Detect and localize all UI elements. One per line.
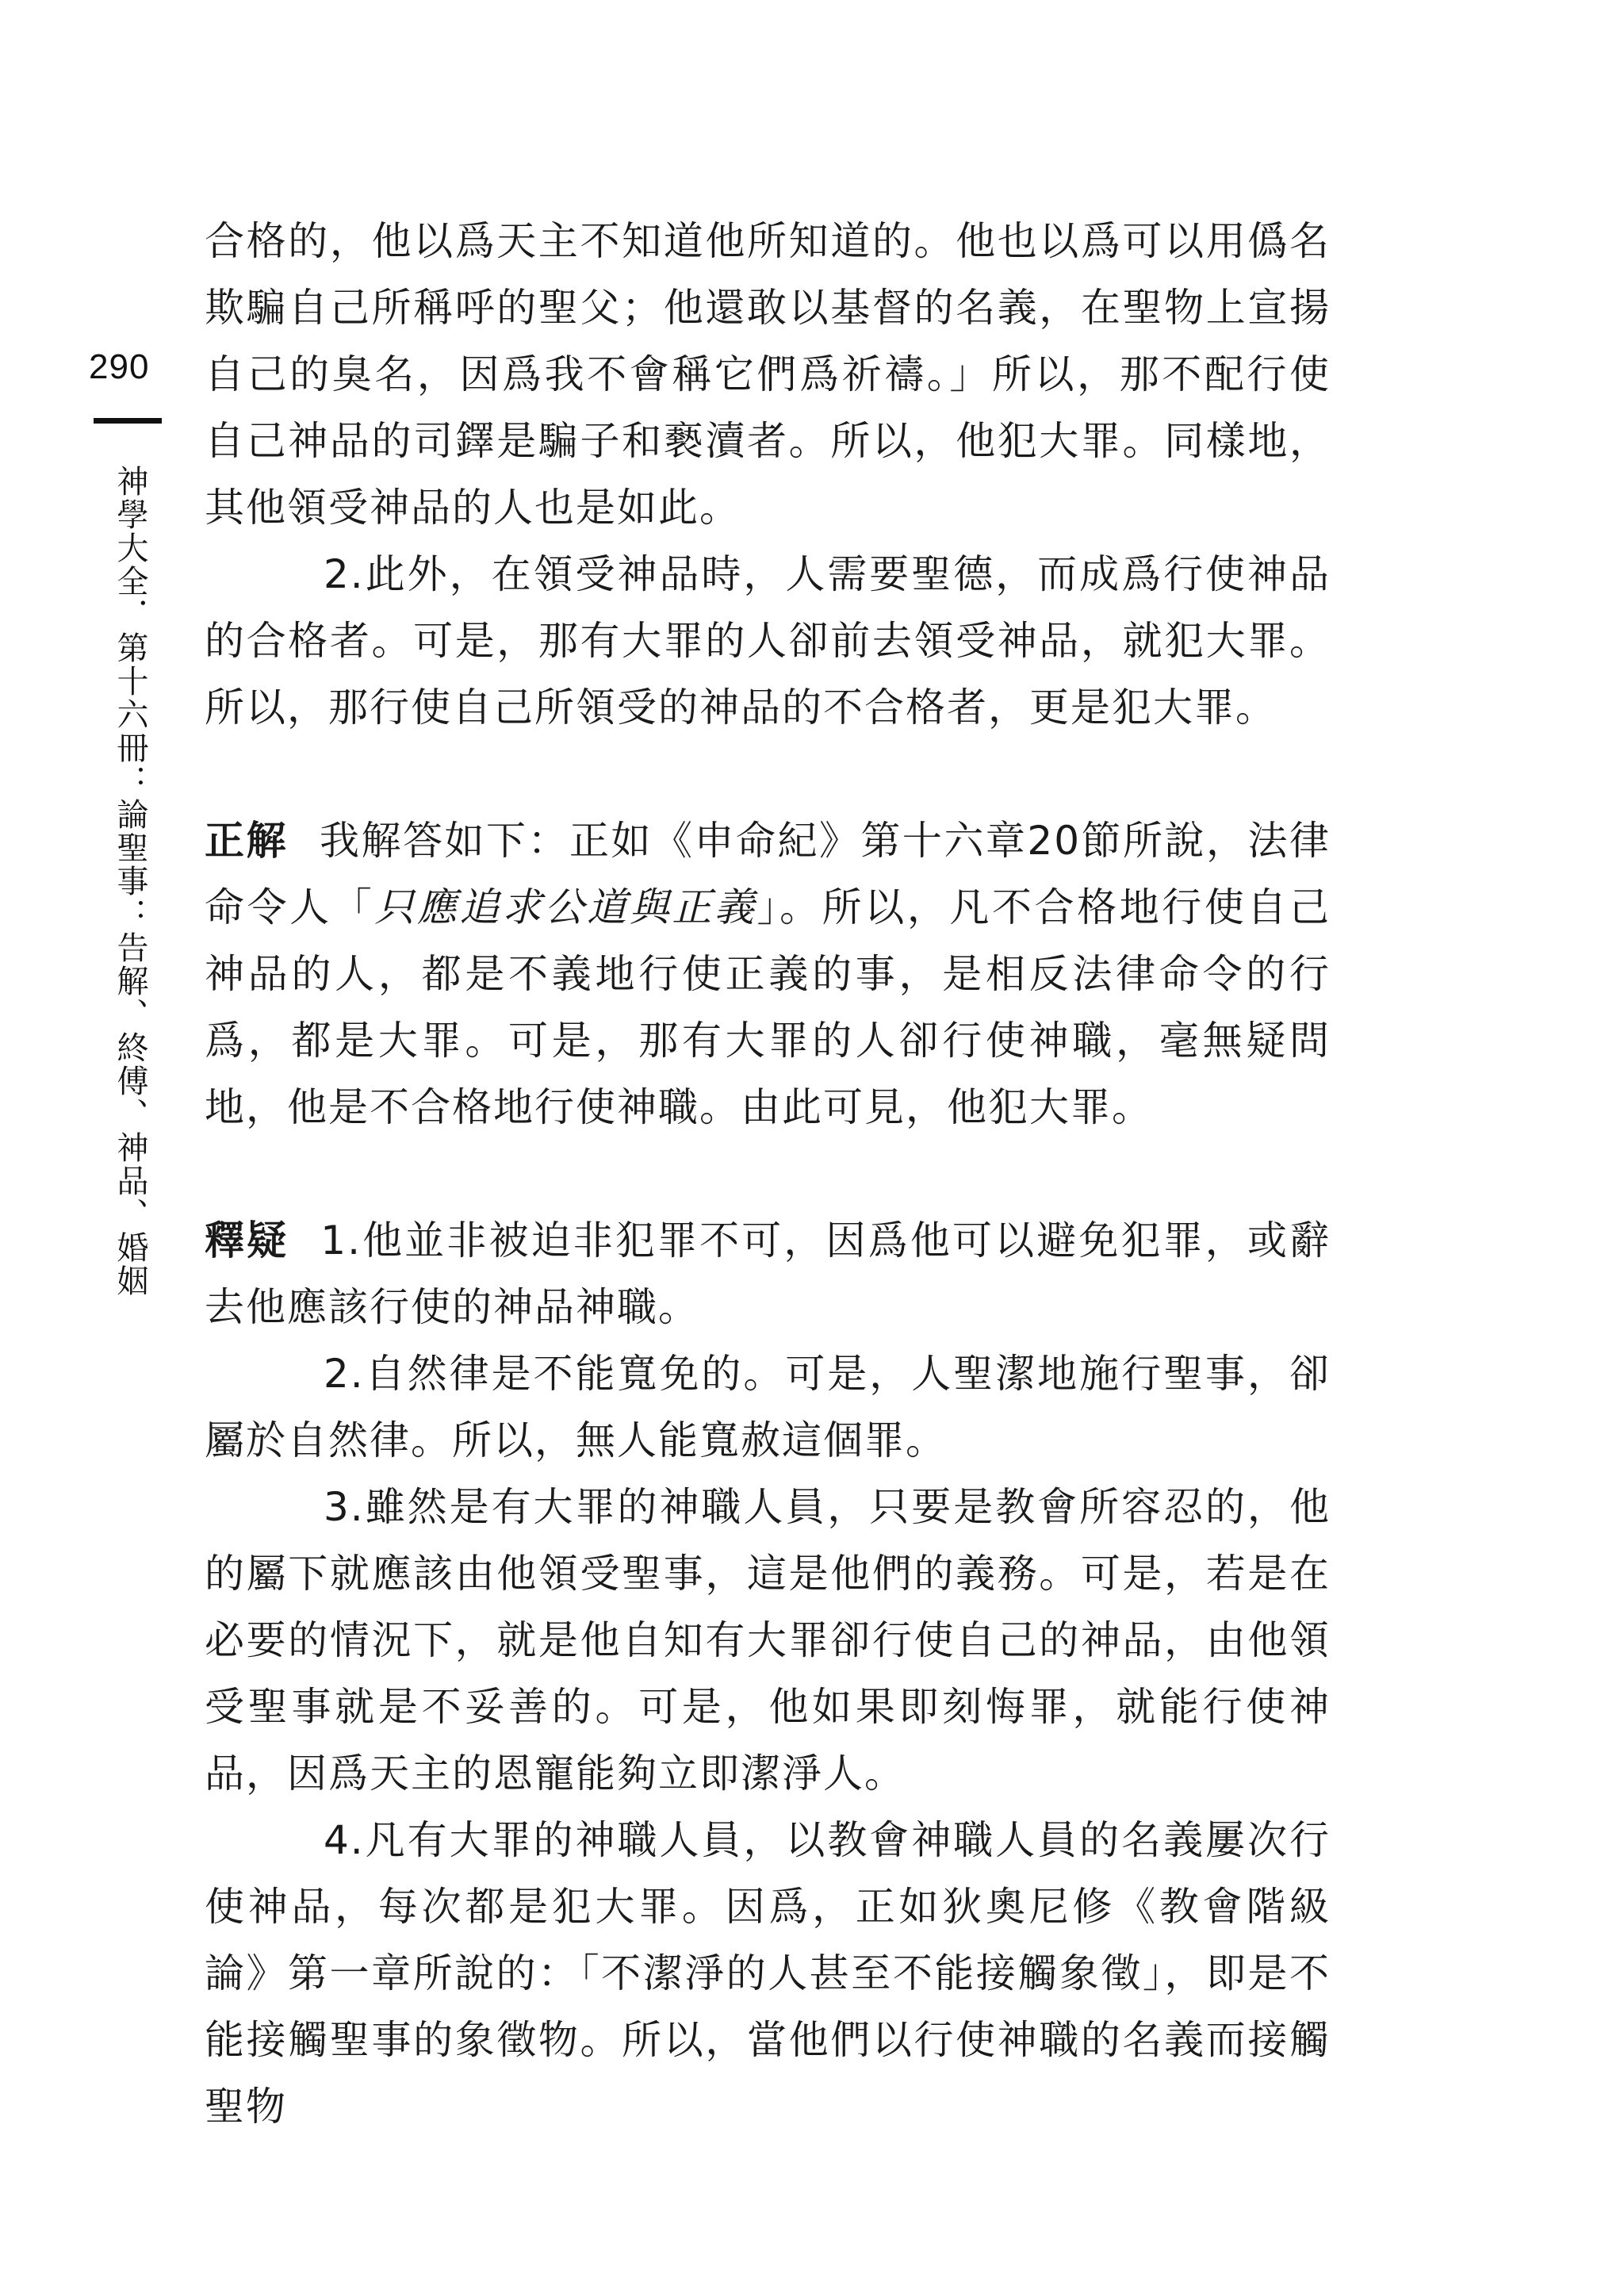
answer-text-a: 我解答如下：正如《申命紀》第十六章20節所說，法律命令人「: [205, 818, 1331, 930]
reply-1-text: 1.他並非被迫非犯罪不可，因爲他可以避免犯罪，或辭去他應該行使的神品神職。: [205, 1217, 1331, 1330]
reply-3-paragraph: 3.雖然是有大罪的神職人員，只要是教會所容忍的，他的屬下就應該由他領受聖事，這是他們的義務。可是，若是在必要的情況下，就是他自知有大罪卻行使自己的神品，由他領受聖事就是不妥善的。可是，他如果即刻悔罪，就能行使神品，因爲天主的恩寵能夠立即潔淨人。: [205, 1484, 1331, 1796]
reply-label: 釋疑: [205, 1217, 289, 1263]
running-head: 神學大全．第十六冊：論聖事：告解、終傅、神品、婚姻: [112, 465, 148, 1298]
reply-2-paragraph: 2.自然律是不能寬免的。可是，人聖潔地施行聖事，卻屬於自然律。所以，無人能寬赦這個罪。: [205, 1351, 1331, 1463]
answer-label: 正解: [205, 818, 288, 864]
objection-2-paragraph: 2.此外，在領受神品時，人需要聖德，而成爲行使神品的合格者。可是，那有大罪的人卻前去領受神品，就犯大罪。所以，那行使自己所領受的神品的不合格者，更是犯大罪。: [205, 551, 1331, 730]
answer-paragraph: [205, 807, 1331, 1141]
reply-1-paragraph: [205, 1207, 1331, 1340]
scripture-quote: 只應追求公道與正義: [374, 884, 757, 930]
answer-text-b: 」。所以，凡不合格地行使自己神品的人，都是不義地行使正義的事，是相反法律命令的行爲，都是大罪。可是，那有大罪的人卻行使神職，毫無疑問地，他是不合格地行使神職。由此可見，他犯大罪。: [205, 884, 1331, 1130]
paragraph-continued: 合格的，他以爲天主不知道他所知道的。他也以爲可以用僞名欺騙自己所稱呼的聖父；他還敢以基督的名義，在聖物上宣揚自己的臭名，因爲我不會稱它們爲祈禱。」所以，那不配行使自己神品的司鐸是騙子和褻瀆者。所以，他犯大罪。同樣地，其他領受神品的人也是如此。: [205, 218, 1331, 531]
margin-rule: [94, 418, 162, 424]
reply-4-paragraph: 4.凡有大罪的神職人員，以教會神職人員的名義屢次行使神品，每次都是犯大罪。因爲，正如狄奧尼修《教會階級論》第一章所說的：「不潔淨的人甚至不能接觸象徵」，即是不能接觸聖事的象徵物。所以，當他們以行使神職的名義而接觸聖物: [205, 1817, 1331, 2130]
page-number: 290: [89, 347, 150, 386]
main-text: [205, 208, 1331, 2140]
